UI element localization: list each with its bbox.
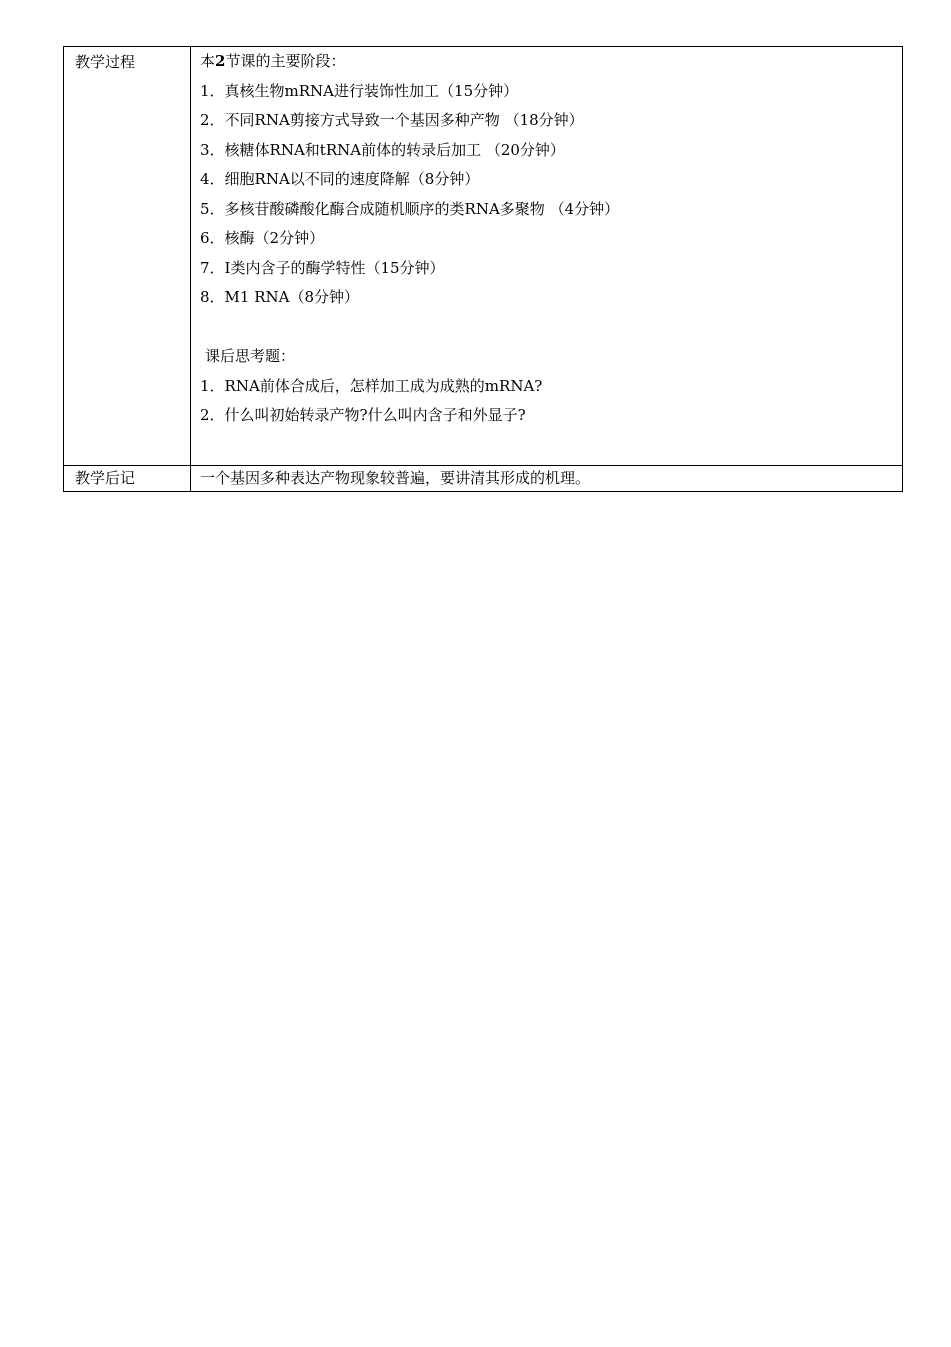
teaching-process-content (191, 47, 903, 466)
teaching-notes-label: 教学后记 (64, 466, 191, 492)
stages-heading-number: 2 (215, 52, 226, 70)
teaching-process-label: 教学过程 (64, 47, 191, 466)
question-item-2: 2．什么叫初始转录产物?什么叫内含子和外显子? (200, 406, 526, 424)
stages-heading-suffix: 节课的主要阶段： (225, 52, 346, 70)
questions-heading: 课后思考题： (205, 347, 296, 365)
stages-heading (200, 51, 902, 81)
lesson-table (63, 46, 903, 492)
question-item-1: 1．RNA前体合成后，怎样加工成为成熟的mRNA? (200, 376, 543, 395)
stage-item-4: 4．细胞RNA以不同的速度降解（8分钟） (200, 170, 480, 188)
teaching-process-row (64, 47, 903, 466)
stage-item-7: 7．I类内含子的酶学特性（15分钟） (200, 258, 445, 277)
teaching-notes-row (64, 466, 903, 492)
teaching-notes-content: 一个基因多种表达产物现象较普遍，要讲清其形成的机理。 (191, 466, 903, 492)
stage-item-5: 5．多核苷酸磷酸化酶合成随机顺序的类RNA多聚物 （4分钟） (200, 199, 620, 218)
stage-item-3: 3．核糖体RNA和tRNA前体的转录后加工 （20分钟） (200, 140, 565, 159)
stage-item-2: 2．不同RNA剪接方式导致一个基因多种产物 （18分钟） (200, 111, 584, 129)
spacer (200, 317, 902, 347)
stage-item-8: 8．M1 RNA（8分钟） (200, 288, 360, 306)
stages-heading-prefix: 本 (200, 52, 216, 70)
stage-item-6: 6．核酶（2分钟） (200, 229, 325, 247)
stage-item-1: 1．真核生物mRNA进行装饰性加工（15分钟） (200, 81, 519, 100)
